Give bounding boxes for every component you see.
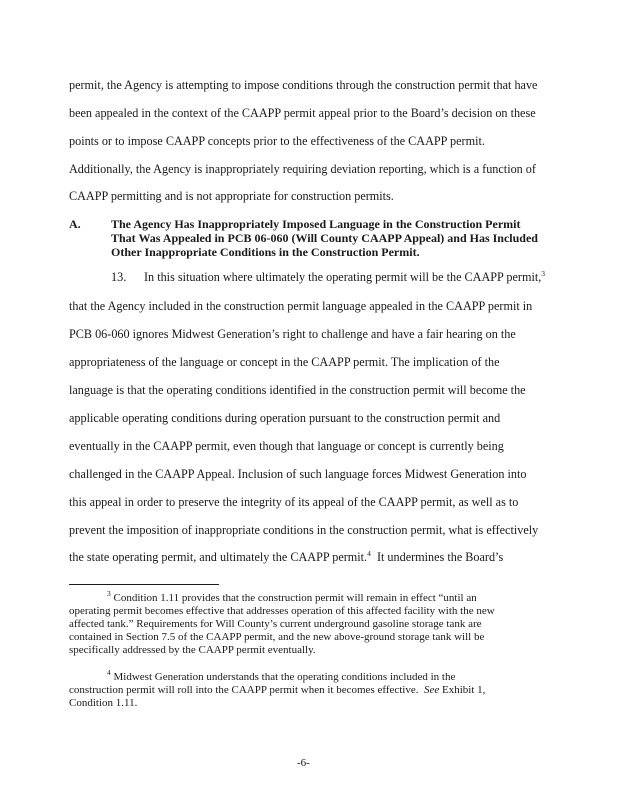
body-text: It undermines the Board’s xyxy=(370,550,504,564)
footnote-ref: 4 xyxy=(367,549,371,558)
body-line: permit, the Agency is attempting to impose conditions through the construction permit that have xyxy=(69,78,538,92)
footnote-line: contained in Section 7.5 of the CAAPP permit, and the new above-ground storage tank will be xyxy=(69,631,485,643)
body-text: the state operating permit, and ultimately the CAAPP permit. xyxy=(69,550,368,564)
footnote-divider xyxy=(69,584,219,585)
page-number: -6- xyxy=(297,757,310,769)
section-heading xyxy=(69,217,520,231)
footnote-citation-signal: See xyxy=(424,684,440,696)
footnote-line: affected tank.” Requirements for Will County’s current underground gasoline storage tank are xyxy=(69,618,482,630)
footnote-line: Condition 1.11. xyxy=(69,697,138,709)
section-marker: A. xyxy=(69,217,81,231)
body-line: applicable operating conditions during operation pursuant to the construction permit and xyxy=(69,411,501,425)
body-line: challenged in the CAAPP Appeal. Inclusion of such language forces Midwest Generation into xyxy=(69,467,527,481)
footnote-text: construction permit will roll into the CAAPP permit when it becomes effective. xyxy=(69,684,424,696)
footnote-line: operating permit becomes effective that addresses operation of this affected facility with the new xyxy=(69,605,495,617)
footnote-line xyxy=(69,684,485,697)
footnote-text: Midwest Generation understands that the operating conditions included in the xyxy=(110,671,456,683)
body-line: appropriateness of the language or concept in the CAAPP permit. The implication of the xyxy=(69,355,500,369)
body-line: this appeal in order to preserve the integrity of its appeal of the CAAPP permit, as well as to xyxy=(69,495,519,509)
footnote-marker: 4 xyxy=(107,668,111,677)
body-line xyxy=(69,550,503,564)
body-line: been appealed in the context of the CAAPP permit appeal prior to the Board’s decision on these xyxy=(69,106,536,120)
footnote-line: specifically addressed by the CAAPP permit eventually. xyxy=(69,644,316,656)
body-line: Additionally, the Agency is inappropriately requiring deviation reporting, which is a function of xyxy=(69,162,536,176)
body-line: points or to impose CAAPP concepts prior to the effectiveness of the CAAPP permit. xyxy=(69,134,485,148)
footnote-text: Exhibit 1, xyxy=(439,684,486,696)
heading-line: Other Inappropriate Conditions in the Construction Permit. xyxy=(111,245,420,259)
paragraph-first-line xyxy=(111,270,545,284)
paragraph-number: 13. xyxy=(111,270,127,284)
body-line: CAAPP permitting and is not appropriate for construction permits. xyxy=(69,189,394,203)
body-line: eventually in the CAAPP permit, even though that language or concept is currently being xyxy=(69,439,504,453)
footnote-ref: 3 xyxy=(541,269,546,278)
body-line: prevent the imposition of inappropriate conditions in the construction permit, what is effectively xyxy=(69,523,539,537)
footnote-text: Condition 1.11 provides that the construction permit will remain in effect “until an xyxy=(110,592,477,604)
footnote-3 xyxy=(107,589,477,605)
body-line: language is that the operating conditions identified in the construction permit will become the xyxy=(69,383,526,397)
heading-line: The Agency Has Inappropriately Imposed Language in the Construction Permit xyxy=(111,217,521,231)
body-line: PCB 06-060 ignores Midwest Generation’s right to challenge and have a fair hearing on the xyxy=(69,327,516,341)
body-line: that the Agency included in the construction permit language appealed in the CAAPP permit in xyxy=(69,299,533,313)
footnote-4 xyxy=(107,668,456,684)
footnote-marker: 3 xyxy=(107,589,111,598)
heading-line: That Was Appealed in PCB 06-060 (Will County CAAPP Appeal) and Has Included xyxy=(111,231,538,245)
paragraph-text: In this situation where ultimately the operating permit will be the CAAPP permit, xyxy=(144,270,542,284)
